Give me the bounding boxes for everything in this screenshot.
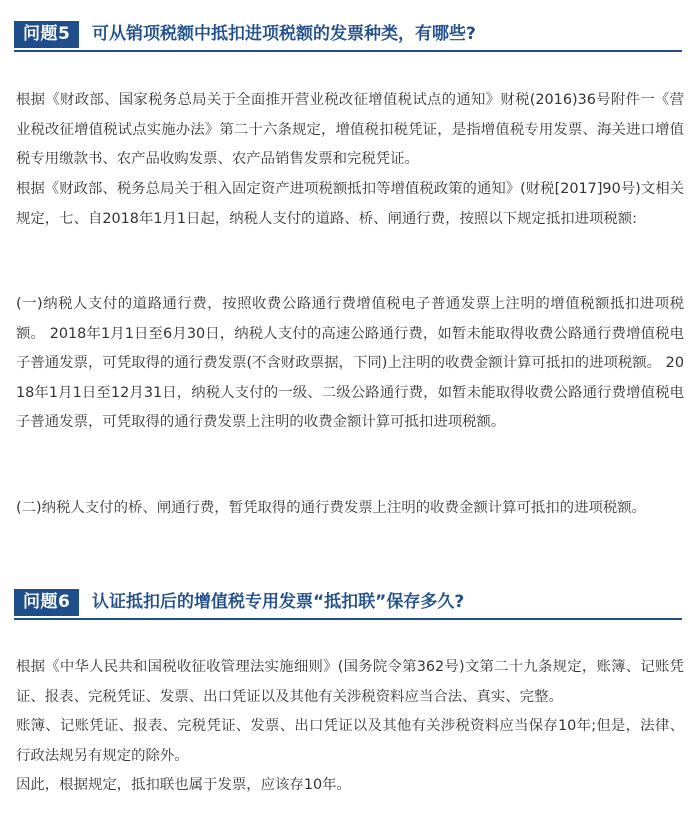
question-6-badge: 问题6 (14, 589, 79, 616)
q5-paragraph-2: 根据《财政部、税务总局关于租入固定资产进项税额抵扣等增值税政策的通知》(财税[2017]90号)文相关规定，七、自2018年1月1日起，纳税人支付的道路、桥、闸通行费，按照以下规定抵扣进项税额: (16, 181, 684, 227)
question-6-title: 认证抵扣后的增值税专用发票“抵扣联”保存多久? (92, 592, 465, 612)
question-5-badge: 问题5 (14, 21, 79, 48)
question-6-header (14, 589, 682, 620)
question-5-title: 可从销项税额中抵扣进项税额的发票种类，有哪些? (92, 24, 476, 44)
q6-paragraph-2: 账簿、记账凭证、报表、完税凭证、发票、出口凭证以及其他有关涉税资料应当保存10年;但是，法律、行政法规另有规定的除外。 (16, 718, 684, 764)
q5-paragraph-3: (一)纳税人支付的道路通行费，按照收费公路通行费增值税电子普通发票上注明的增值税额抵扣进项税额。 2018年1月1日至6月30日，纳税人支付的高速公路通行费，如暂未能取得收费公路通行费增值税电子普通发票，可凭取得的通行费发票(不含财政票据，下同)上注明的收费金额计算可抵扣的进项税额。 2018年1月1日至12月31日，纳税人支付的一级、二级公路通行费，如暂未能取得收费公路通行费增值税电子普通发票，可凭取得的通行费发票上注明的收费金额计算可抵扣进项税额。 (16, 296, 684, 430)
q5-paragraph-1: 根据《财政部、国家税务总局关于全面推开营业税改征增值税试点的通知》财税(2016)36号附件一《营业税改征增值税试点实施办法》第二十六条规定，增值税扣税凭证，是指增值税专用发票、海关进口增值税专用缴款书、农产品收购发票、农产品销售发票和完税凭证。 (16, 92, 684, 167)
q6-paragraph-1: 根据《中华人民共和国税收征收管理法实施细则》(国务院令第362号)文第二十九条规定，账簿、记账凭证、报表、完税凭证、发票、出口凭证以及其他有关涉税资料应当合法、真实、完整。 (16, 659, 684, 705)
q5-paragraph-4: (二)纳税人支付的桥、闸通行费，暂凭取得的通行费发票上注明的收费金额计算可抵扣的进项税额。 (16, 500, 647, 516)
question-5-header (14, 21, 682, 52)
q6-paragraph-3: 因此，根据规定，抵扣联也属于发票，应该存10年。 (16, 777, 351, 793)
